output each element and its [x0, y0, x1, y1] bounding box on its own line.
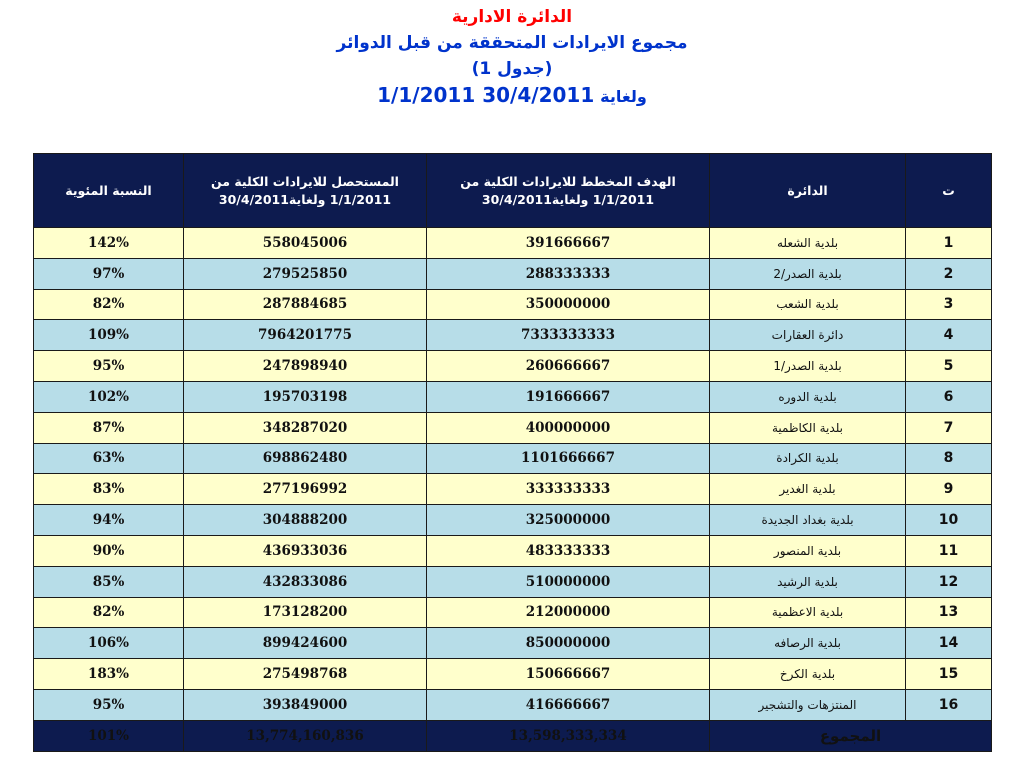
cell-collected: 432833086	[184, 566, 427, 597]
cell-department: بلدية الاعظمية	[710, 597, 906, 628]
department-title: الدائرة الادارية	[451, 7, 573, 27]
total-row	[34, 720, 992, 751]
title-block	[0, 4, 1024, 108]
cell-department: بلدية الشعب	[710, 289, 906, 320]
total-percent: 101%	[34, 720, 184, 751]
cell-target: 212000000	[427, 597, 710, 628]
table-header-row	[34, 154, 992, 228]
cell-index: 5	[906, 351, 992, 382]
cell-collected: 558045006	[184, 228, 427, 259]
cell-target: 150666667	[427, 659, 710, 690]
table-row	[34, 320, 992, 351]
cell-collected: 393849000	[184, 689, 427, 720]
table-row	[34, 381, 992, 412]
total-collected: 13,774,160,836	[184, 720, 427, 751]
cell-index: 16	[906, 689, 992, 720]
cell-collected: 348287020	[184, 412, 427, 443]
cell-department: بلدية الصدر/1	[710, 351, 906, 382]
cell-department: دائرة العقارات	[710, 320, 906, 351]
cell-collected: 698862480	[184, 443, 427, 474]
total-label: المجموع	[710, 720, 992, 751]
cell-percent: 142%	[34, 228, 184, 259]
table-row	[34, 412, 992, 443]
table-row	[34, 689, 992, 720]
date-range-label: ولغاية	[600, 87, 647, 106]
cell-percent: 97%	[34, 258, 184, 289]
cell-target: 288333333	[427, 258, 710, 289]
header-percent: النسبة المئوية	[34, 154, 184, 228]
cell-percent: 82%	[34, 289, 184, 320]
cell-department: بلدية الكاظمية	[710, 412, 906, 443]
header-collected-line1: المستحصل للايرادات الكلية من	[211, 173, 399, 189]
cell-percent: 87%	[34, 412, 184, 443]
cell-collected: 247898940	[184, 351, 427, 382]
cell-percent: 95%	[34, 351, 184, 382]
cell-index: 14	[906, 628, 992, 659]
cell-target: 1101666667	[427, 443, 710, 474]
cell-percent: 85%	[34, 566, 184, 597]
cell-percent: 94%	[34, 505, 184, 536]
cell-collected: 899424600	[184, 628, 427, 659]
cell-department: بلدية المنصور	[710, 535, 906, 566]
cell-target: 7333333333	[427, 320, 710, 351]
date-range	[0, 82, 1024, 108]
cell-department: بلدية الصدر/2	[710, 258, 906, 289]
cell-department: بلدية بغداد الجديدة	[710, 505, 906, 536]
cell-target: 510000000	[427, 566, 710, 597]
table-body	[34, 228, 992, 752]
date-range-dates: 1/1/2011 30/4/2011	[377, 83, 595, 107]
header-index: ت	[906, 154, 992, 228]
cell-percent: 82%	[34, 597, 184, 628]
cell-target: 416666667	[427, 689, 710, 720]
cell-index: 6	[906, 381, 992, 412]
header-target	[427, 154, 710, 228]
cell-percent: 106%	[34, 628, 184, 659]
cell-index: 1	[906, 228, 992, 259]
table-row	[34, 289, 992, 320]
cell-collected: 287884685	[184, 289, 427, 320]
cell-index: 9	[906, 474, 992, 505]
cell-percent: 83%	[34, 474, 184, 505]
table-row	[34, 505, 992, 536]
cell-target: 191666667	[427, 381, 710, 412]
cell-department: بلدية الغدير	[710, 474, 906, 505]
cell-index: 13	[906, 597, 992, 628]
cell-index: 2	[906, 258, 992, 289]
table-row	[34, 535, 992, 566]
total-target: 13,598,333,334	[427, 720, 710, 751]
cell-collected: 275498768	[184, 659, 427, 690]
cell-percent: 90%	[34, 535, 184, 566]
cell-index: 12	[906, 566, 992, 597]
table-row	[34, 443, 992, 474]
cell-index: 7	[906, 412, 992, 443]
cell-collected: 7964201775	[184, 320, 427, 351]
table-row	[34, 597, 992, 628]
table-row	[34, 628, 992, 659]
cell-collected: 279525850	[184, 258, 427, 289]
header-collected	[184, 154, 427, 228]
cell-collected: 436933036	[184, 535, 427, 566]
cell-department: بلدية الكرادة	[710, 443, 906, 474]
cell-percent: 63%	[34, 443, 184, 474]
cell-index: 8	[906, 443, 992, 474]
cell-department: بلدية الدوره	[710, 381, 906, 412]
cell-target: 391666667	[427, 228, 710, 259]
table-row	[34, 228, 992, 259]
cell-collected: 195703198	[184, 381, 427, 412]
header-collected-line2: 1/1/2011 ولغاية30/4/2011	[218, 191, 392, 207]
cell-department: بلدية الشعله	[710, 228, 906, 259]
cell-target: 483333333	[427, 535, 710, 566]
cell-target: 333333333	[427, 474, 710, 505]
cell-index: 4	[906, 320, 992, 351]
table-row	[34, 351, 992, 382]
cell-percent: 95%	[34, 689, 184, 720]
cell-target: 850000000	[427, 628, 710, 659]
cell-department: بلدية الرصافه	[710, 628, 906, 659]
cell-collected: 173128200	[184, 597, 427, 628]
cell-percent: 183%	[34, 659, 184, 690]
cell-department: المنتزهات والتشجير	[710, 689, 906, 720]
revenue-table	[33, 153, 992, 752]
header-target-line1: الهدف المخطط للايرادات الكلية من	[460, 173, 676, 189]
header-target-line2: 1/1/2011 ولغاية30/4/2011	[481, 191, 655, 207]
report-title: مجموع الايرادات المتحققة من قبل الدوائر	[336, 33, 688, 53]
cell-percent: 102%	[34, 381, 184, 412]
table-row	[34, 474, 992, 505]
cell-department: بلدية الرشيد	[710, 566, 906, 597]
table-row	[34, 258, 992, 289]
cell-index: 15	[906, 659, 992, 690]
cell-collected: 304888200	[184, 505, 427, 536]
cell-index: 11	[906, 535, 992, 566]
table-row	[34, 566, 992, 597]
cell-index: 10	[906, 505, 992, 536]
table-number: (جدول 1)	[471, 59, 553, 79]
cell-target: 325000000	[427, 505, 710, 536]
cell-collected: 277196992	[184, 474, 427, 505]
cell-target: 350000000	[427, 289, 710, 320]
cell-target: 400000000	[427, 412, 710, 443]
table-row	[34, 659, 992, 690]
cell-department: بلدية الكرخ	[710, 659, 906, 690]
cell-index: 3	[906, 289, 992, 320]
cell-percent: 109%	[34, 320, 184, 351]
cell-target: 260666667	[427, 351, 710, 382]
header-department: الدائرة	[710, 154, 906, 228]
